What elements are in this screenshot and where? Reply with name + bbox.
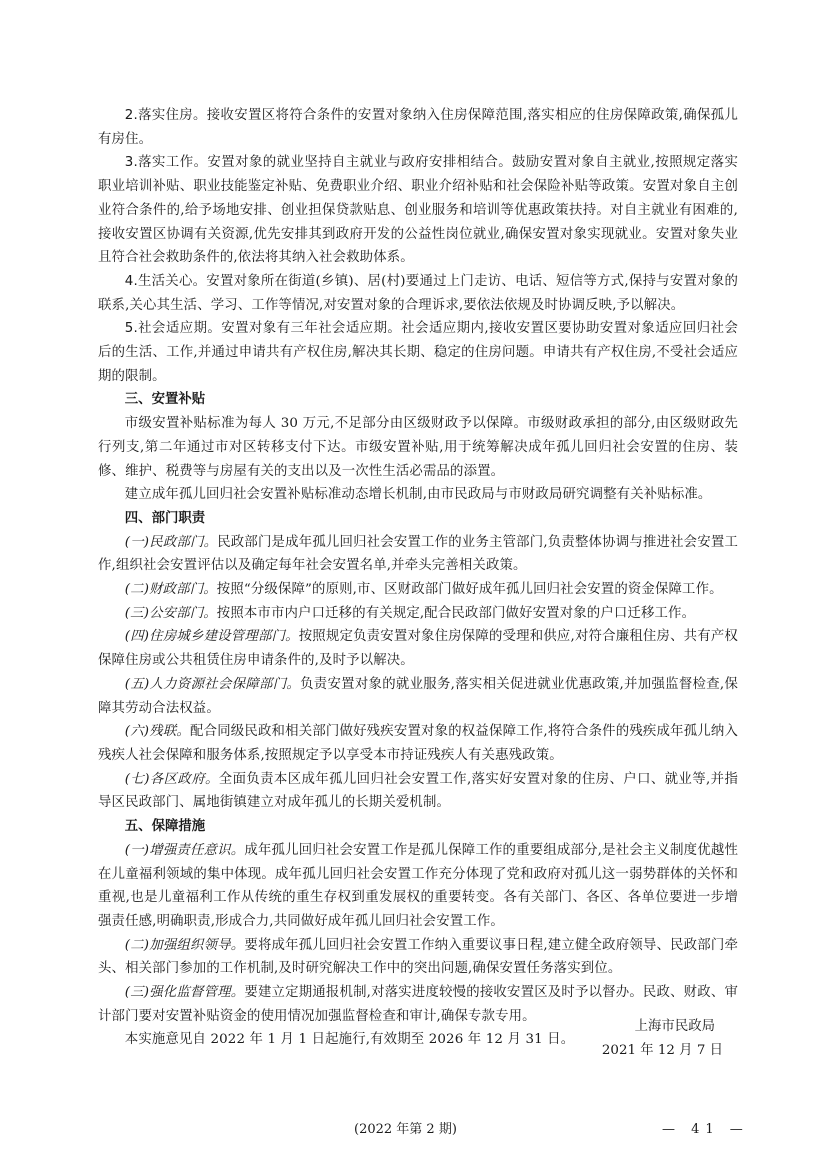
paragraph-subsidy-standard: 市级安置补贴标准为每人 30 万元,不足部分由区级财政予以保障。市级财政承担的部分,由区级财政先行列支,第二年通过市对区转移支付下达。市级安置补贴,用于统筹解决成年孤儿回归社会安置的住房、装修、维护、税费等与房屋有关的支出以及一次性生活必需品的添置。 bbox=[98, 416, 738, 479]
duty-item bbox=[98, 720, 738, 767]
paragraph-employment bbox=[98, 151, 738, 270]
duty-lead: (五)人力资源社会保障部门。 bbox=[124, 676, 301, 692]
document-body bbox=[98, 104, 738, 1052]
section-heading-safeguards: 五、保障措施 bbox=[124, 819, 206, 835]
duty-text: 按照“分级保障”的原则,市、区财政部门做好成年孤儿回归社会安置的资金保障工作。 bbox=[216, 582, 723, 598]
section-heading-duties: 四、部门职责 bbox=[124, 510, 206, 526]
section-heading-subsidy: 三、安置补贴 bbox=[124, 392, 206, 408]
duty-lead: (一)民政部门。 bbox=[124, 534, 218, 550]
duty-text: 配合同级民政和相关部门做好残疾安置对象的权益保障工作,将符合条件的残疾成年孤儿纳入残疾人社会保障和服务体系,按照规定予以享受本市持证残疾人有关惠残政策。 bbox=[98, 724, 739, 763]
duty-text: 全面负责本区成年孤儿回归社会安置工作,落实好安置对象的住房、户口、就业等,并指导区民政部门、属地街镇建立对成年孤儿的长期关爱机制。 bbox=[98, 771, 738, 811]
duty-lead: (六)残联。 bbox=[124, 724, 191, 740]
signature-date: 2021 年 12 月 7 日 bbox=[601, 1043, 723, 1058]
paragraph-text: 安置对象所在街道(乡镇)、居(村)要通过上门走访、电话、短信等方式,保持与安置对象的联系,关心其生活、学习、工作等情况,对安置对象的合理诉求,要依法依规及时协调反映,予以解决。 bbox=[98, 273, 738, 313]
duty-item bbox=[98, 531, 738, 578]
paragraph-life-care bbox=[98, 270, 738, 317]
paragraph-lead: 3.落实工作。 bbox=[124, 155, 208, 171]
duty-lead: (三)公安部门。 bbox=[124, 605, 217, 621]
duty-text: 民政部门是成年孤儿回归社会安置工作的业务主管部门,负责整体协调与推进社会安置工作,组织社会安置评估以及确定每年社会安置名单,并牵头完善相关政策。 bbox=[98, 534, 738, 574]
duty-item bbox=[98, 578, 738, 602]
paragraph-adaptation bbox=[98, 317, 738, 388]
safeguard-lead: (一)增强责任意识。 bbox=[124, 842, 245, 858]
paragraph-text: 接收安置区将符合条件的安置对象纳入住房保障范围,落实相应的住房保障政策,确保孤儿有房住。 bbox=[98, 108, 739, 147]
safeguard-text: 要将成年孤儿回归社会安置工作纳入重要议事日程,建立健全政府领导、民政部门牵头、相关部门参加的工作机制,及时研究解决工作中的突出问题,确保安置任务落实到位。 bbox=[98, 937, 738, 977]
duty-lead: (七)各区政府。 bbox=[124, 771, 219, 787]
issue-number: (2022 年第 2 期) bbox=[354, 1122, 457, 1137]
duty-item bbox=[98, 673, 738, 720]
duty-text: 按照规定负责安置对象住房保障的受理和供应,对符合廉租住房、共有产权保障住房或公共租赁住房申请条件的,及时予以解决。 bbox=[98, 629, 738, 669]
safeguard-item bbox=[98, 934, 738, 981]
duty-item bbox=[98, 768, 738, 815]
page-number: — 41 — bbox=[662, 1122, 749, 1137]
effective-date-paragraph: 本实施意见自 2022 年 1 月 1 日起施行,有效期至 2026 年 12 月 31 日。 bbox=[124, 1032, 575, 1048]
paragraph-housing bbox=[98, 104, 738, 151]
paragraph-lead: 2.落实住房。 bbox=[124, 108, 207, 123]
paragraph-text: 安置对象有三年社会适应期。社会适应期内,接收安置区要协助安置对象适应回归社会后的生活、工作,并通过申请共有产权住房,解决其长期、稳定的住房问题。申请共有产权住房,不受社会适应期的限制。 bbox=[98, 321, 738, 384]
paragraph-lead: 4.生活关心。 bbox=[124, 273, 207, 289]
paragraph-subsidy-mechanism: 建立成年孤儿回归社会安置补贴标准动态增长机制,由市民政局与市财政局研究调整有关补贴标准。 bbox=[124, 487, 712, 503]
safeguard-item bbox=[98, 839, 738, 934]
duty-lead: (四)住房城乡建设管理部门。 bbox=[124, 629, 299, 645]
duty-item bbox=[98, 602, 738, 626]
paragraph-text: 安置对象的就业坚持自主就业与政府安排相结合。鼓励安置对象自主就业,按照规定落实职业培训补贴、职业技能鉴定补贴、免费职业介绍、职业介绍补贴和社会保险补贴等政策。安置对象自主创业符合条件的,给予场地安排、创业担保贷款贴息、创业服务和培训等优惠政策扶持。对自主就业有困难的,接收安置区协调有关资源,优先安排其到政府开发的公益性岗位就业,确保安置对象实现就业。安置对象失业且符合社会救助条件的,依法将其纳入社会救助体系。 bbox=[98, 155, 739, 266]
safeguard-lead: (三)强化监督管理。 bbox=[124, 985, 245, 1001]
duty-text: 负责安置对象的就业服务,落实相关促进就业优惠政策,并加强监督检查,保障其劳动合法权益。 bbox=[98, 676, 738, 716]
duty-lead: (二)财政部门。 bbox=[124, 582, 217, 598]
safeguard-lead: (二)加强组织领导。 bbox=[124, 937, 245, 953]
duty-text: 按照本市市内户口迁移的有关规定,配合民政部门做好安置对象的户口迁移工作。 bbox=[216, 605, 696, 621]
safeguard-text: 成年孤儿回归社会安置工作是孤儿保障工作的重要组成部分,是社会主义制度优越性在儿童福利领域的集中体现。成年孤儿回归社会安置工作充分体现了党和政府对孤儿这一弱势群体的关怀和重视,也是儿童福利工作从传统的重生存权到重发展权的重要转变。各有关部门、各区、各单位要进一步增强责任感,明确职责,形成合力,共同做好成年孤儿回归社会安置工作。 bbox=[98, 842, 738, 929]
safeguard-text: 要建立定期通报机制,对落实进度较慢的接收安置区及时予以督办。民政、财政、审计部门要对安置补贴资金的使用情况加强监督检查和审计,确保专款专用。 bbox=[98, 985, 738, 1024]
paragraph-lead: 5.社会适应期。 bbox=[124, 321, 222, 337]
duty-item bbox=[98, 625, 738, 672]
signature-organization: 上海市民政局 bbox=[634, 1019, 715, 1034]
